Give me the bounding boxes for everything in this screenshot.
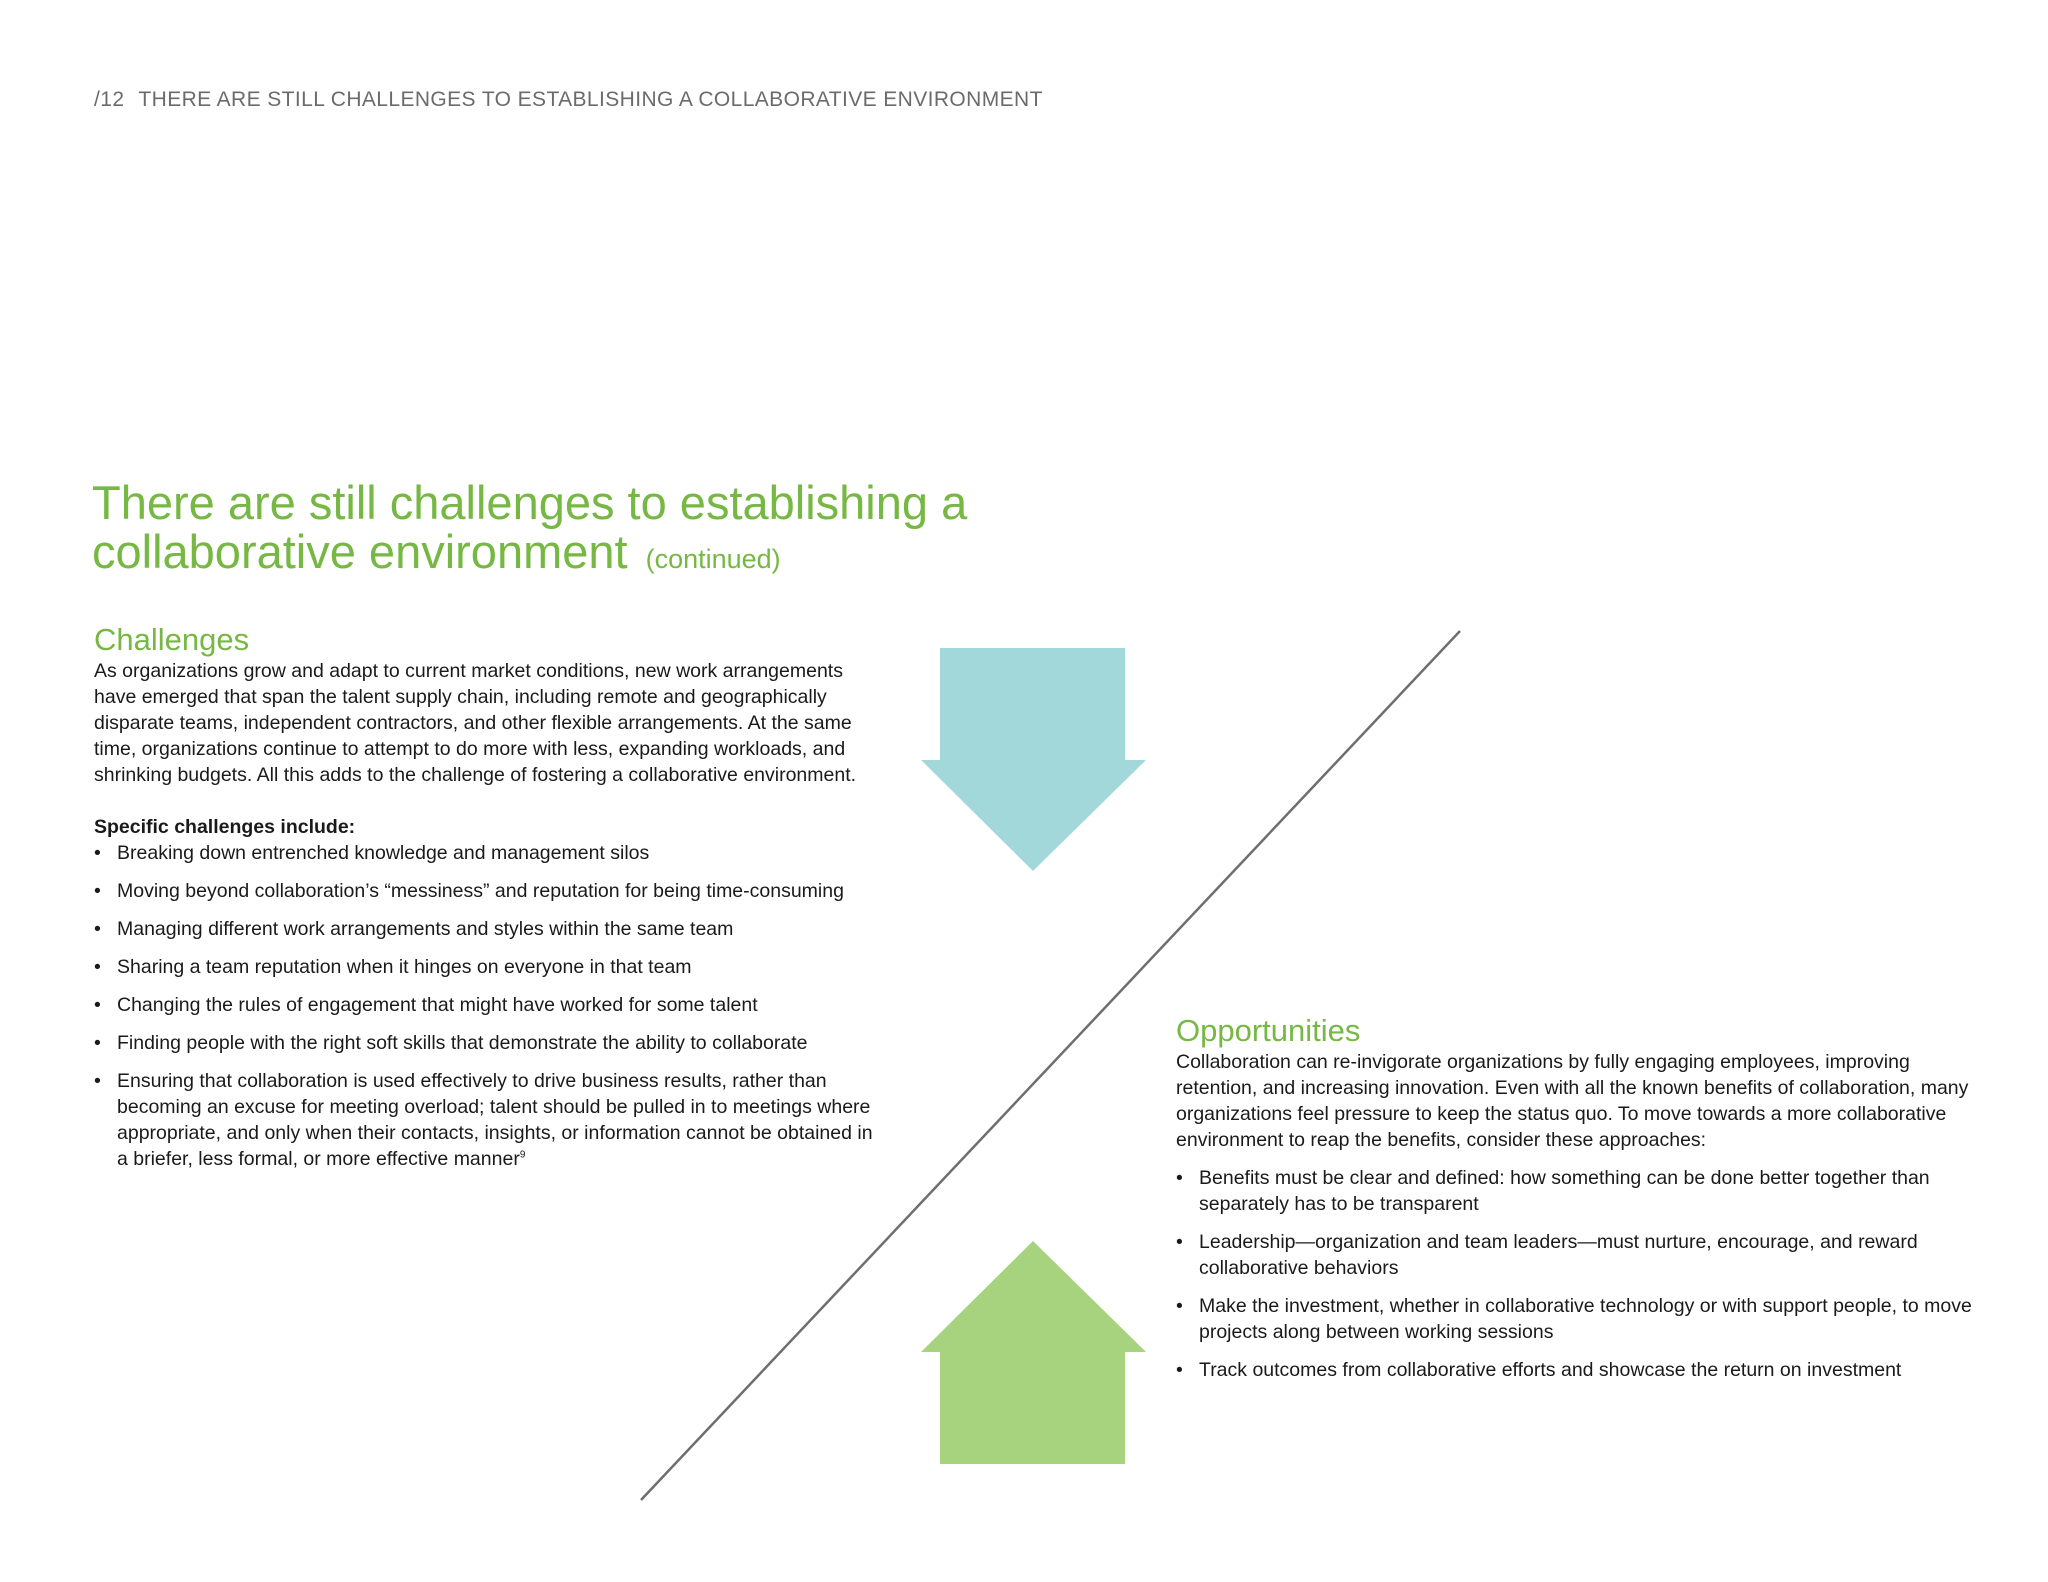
list-item: • Changing the rules of engagement that might have worked for some talent xyxy=(94,994,758,1016)
list-item: • Managing different work arrangements and styles within the same team xyxy=(94,918,734,940)
challenges-section xyxy=(94,622,874,1184)
list-item: • Leadership—organization and team leaders—must nurture, encourage, and reward collaborative behaviors xyxy=(1176,1231,1918,1279)
challenges-intro: As organizations grow and adapt to current market conditions, new work arrangements have emerged that span the talent supply chain, including remote and geographically disparate teams, independent contractors, and other flexible arrangements. At the same time, organizations continue to attempt to do more with less, expanding workloads, and shrinking budgets. All this adds to the challenge of fostering a collaborative environment. xyxy=(94,660,857,786)
bullet-icon: • xyxy=(94,1032,101,1054)
bullet-icon: • xyxy=(1176,1359,1183,1381)
up-arrow-icon xyxy=(921,1241,1146,1464)
challenges-list xyxy=(94,840,874,1172)
bullet-icon: • xyxy=(1176,1231,1183,1253)
title-continued: (continued) xyxy=(645,544,781,574)
list-item: • Breaking down entrenched knowledge and management silos xyxy=(94,842,650,864)
page-number: /12 xyxy=(94,88,125,111)
bullet-icon: • xyxy=(94,880,101,902)
header-section-title: THERE ARE STILL CHALLENGES TO ESTABLISHING A COLLABORATIVE ENVIRONMENT xyxy=(138,88,1043,111)
title-line-1: There are still challenges to establishing a xyxy=(92,476,968,529)
opportunities-heading: Opportunities xyxy=(1176,1013,1361,1048)
bullet-icon: • xyxy=(94,956,101,978)
opportunities-intro: Collaboration can re-invigorate organizations by fully engaging employees, improving retention, and increasing innovation. Even with all the known benefits of collaboration, many organizations feel pressure to keep the status quo. To move towards a more collaborative environment to reap the benefits, consider these approaches: xyxy=(1176,1051,1969,1151)
list-item: • Moving beyond collaboration’s “messiness” and reputation for being time-consuming xyxy=(94,880,844,902)
bullet-icon: • xyxy=(1176,1295,1183,1317)
bullet-icon: • xyxy=(1176,1167,1183,1189)
list-item: • Benefits must be clear and defined: how something can be done better together than separately has to be transparent xyxy=(1176,1167,1930,1215)
challenges-subheading: Specific challenges include: xyxy=(94,816,356,838)
bullet-icon: • xyxy=(94,994,101,1016)
challenges-heading: Challenges xyxy=(94,622,250,657)
page-title xyxy=(92,478,992,584)
list-item: • Make the investment, whether in collaborative technology or with support people, to move projects along between working sessions xyxy=(1176,1295,1972,1343)
title-line-2: collaborative environment xyxy=(92,525,628,578)
footnote-ref: 9 xyxy=(519,1149,526,1161)
bullet-icon: • xyxy=(94,1070,101,1092)
bullet-icon: • xyxy=(94,918,101,940)
list-item: • Sharing a team reputation when it hinges on everyone in that team xyxy=(94,956,692,978)
list-item: • Ensuring that collaboration is used effectively to drive business results, rather than becoming an excuse for meeting overload; talent should be pulled in to meetings where appropriate, and only when their contacts, insights, or information cannot be obtained in a briefer, less formal, or more effective manner$^9$ xyxy=(94,1070,873,1170)
list-item: • Finding people with the right soft skills that demonstrate the ability to collaborate xyxy=(94,1032,808,1054)
down-arrow-icon xyxy=(921,648,1146,871)
list-item: • Track outcomes from collaborative efforts and showcase the return on investment xyxy=(1176,1359,1902,1381)
bullet-icon: • xyxy=(94,842,101,864)
opportunities-list xyxy=(1176,1165,1976,1383)
opportunities-section xyxy=(1176,1013,1976,1395)
